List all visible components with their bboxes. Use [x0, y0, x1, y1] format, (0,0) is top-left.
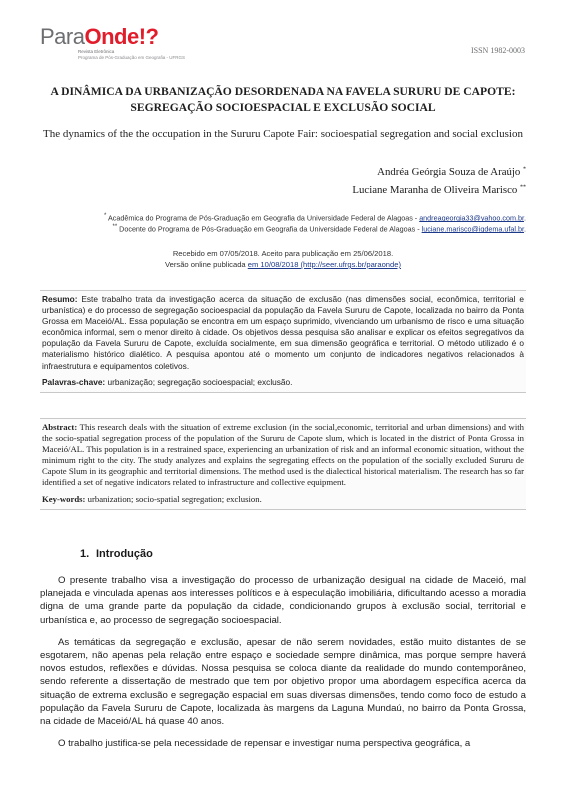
author-2	[352, 184, 526, 196]
affiliation-mark: *	[104, 213, 107, 219]
author-mark: *	[523, 166, 526, 173]
section-title: Introdução	[96, 548, 153, 560]
logo-wordmark	[40, 24, 158, 50]
resumo-paragraph	[40, 294, 526, 372]
paper-title: A DINÂMICA DA URBANIZAÇÃO DESORDENADA NA FAVELA SURURU DE CAPOTE: SEGREGAÇÃO SOCIOESPACIAL E EXCLUSÃO SOCIAL	[50, 85, 516, 114]
paragraph: As temáticas da segregação e exclusão, apesar de não serem novidades, estão muito distantes de se esgotarem, não apenas pela relação entre espaço e sociedade sempre dinâmica, mas porque sempre haverá novos estudos, reflexões e dúvidas. Nossa pesquisa se coloca diante da realidade do mundo contemporâneo, sendo referente a dissertação de mestrado que tem por objetivo propor uma abordagem específica acerca da situação de extrema exclusão e segregação espacial em suas diversas dimensões, tendo como foco de estudo a população da Favela Sururu de Capote, localizada às margens da Laguna Mundaú, no bairro da Ponta Grossa, na cidade de Maceió/AL há quase 40 anos.	[40, 636, 526, 728]
affiliation-text: Acadêmica do Programa de Pós-Graduação em Geografia da Universidade Federal de Alagoas -	[107, 213, 420, 223]
online-prefix: Versão online publicada	[165, 260, 248, 269]
abstract-paragraph	[40, 422, 526, 489]
resumo-text: Este trabalho trata da investigação acerca da situação de exclusão (nas dimensões social, econômica, territorial e urbanística) e do processo de segregação socioespacial da população da Favela Sururu de Capote, localizada no bairro da Ponta Grossa em Maceió/AL. Essa população se encontra em um espaço suprimido, vivenciando um urbanismo de risco e uma situação econômica informal, sem o menor direito à cidade. Os objetivos dessa pesquisa são analisar e explicar os efeitos segregativos da população da Favela Sururu de Capote, excluída socialmente, em sua dimensão geográfica e territorial. O método utilizado é o materialismo histórico dialético. A pesquisa apontou até o momento um conjunto de indicadores negativos relacionados à infraestrutura e equipamentos coletivos.	[42, 294, 524, 371]
online-line	[40, 259, 526, 270]
paper-subtitle: The dynamics of the the occupation in the Sururu Capote Fair: socioespatial segregation and social exclusion	[43, 128, 523, 140]
key-words	[40, 494, 526, 505]
abstract-box	[40, 418, 526, 510]
key-words-text: urbanization; socio-spatial segregation; exclusion.	[85, 493, 262, 504]
section-heading	[80, 548, 153, 560]
palavras-chave-text: urbanização; segregação socioespacial; exclusão.	[105, 376, 293, 387]
author-name: Luciane Maranha de Oliveira Marisco	[352, 184, 518, 196]
journal-url-link[interactable]: em 10/08/2018 (http://seer.ufrgs.br/paraonde)	[247, 260, 401, 269]
key-words-label: Key-words:	[42, 493, 86, 504]
resumo-label: Resumo:	[42, 294, 78, 304]
paragraph: O presente trabalho visa a investigação do processo de urbanização desigual na cidade de Maceió, mal planejada e vinculada apenas aos interesses políticos e à especulação imobiliária, dificultando acesso a moradia digna de uma grande parte da população da cidade, condicionando grupos à exclusão social, territorial e urbanística e, ao processo de segregação socioespacial.	[40, 575, 526, 626]
author-name: Andréa Geórgia Souza de Araújo	[377, 166, 521, 178]
publication-dates	[40, 248, 526, 270]
journal-logo	[40, 24, 200, 68]
email-link[interactable]: andreageorgia33@yahoo.com.br	[419, 213, 524, 223]
logo-para: Para	[40, 24, 85, 49]
email-link[interactable]: luciane.marisco@igdema.ufal.br	[421, 224, 524, 234]
issn-label: ISSN 1982-0003	[470, 46, 525, 55]
received-line: Recebido em 07/05/2018. Aceito para publicação em 25/06/2018.	[172, 249, 394, 258]
paragraph: O trabalho justifica-se pela necessidade de repensar e investigar numa perspectiva geográfica, a	[58, 738, 471, 750]
affiliation-mark: **	[112, 224, 118, 230]
introduction-body	[40, 574, 526, 759]
author-1	[377, 166, 526, 178]
affiliation-2	[40, 222, 526, 234]
logo-subtitle: Revista Eletrônica	[78, 49, 115, 54]
palavras-chave	[40, 377, 526, 388]
logo-onde: Onde!?	[84, 24, 159, 49]
affiliation-tail: .	[524, 213, 526, 223]
logo-program: Programa de Pós-Graduação em Geografia - UFRGS	[78, 55, 186, 60]
author-mark: **	[520, 184, 526, 191]
abstract-text: This research deals with the situation of extreme exclusion (in the social,economic, territorial and urban dimensions) and with the socio-spatial segregation process of the population of the Sururu de Capote slum, which is located in the district of Ponta Grossa in Maceió/AL. This population is in a restrained space, experiencing an urbanization of risk and an informal economic situation, without the minimum right to the city. The study analyzes and explains the segregating effects on the population of the socially excluded Sururu de Capote Slum in its geographic and territorial dimensions. The method used is the dialectical historical materialism. The research has so far identified a set of negative indicators related to infrastructure and collective equipment.	[42, 422, 524, 488]
palavras-chave-label: Palavras-chave:	[42, 376, 106, 387]
affiliation-tail: .	[524, 224, 526, 234]
section-number: 1.	[80, 548, 90, 560]
affiliation-text: Docente do Programa de Pós-Graduação em Geografia da Universidade Federal de Alagoas -	[119, 224, 422, 234]
resumo-box	[40, 290, 526, 393]
abstract-label: Abstract:	[42, 422, 78, 432]
